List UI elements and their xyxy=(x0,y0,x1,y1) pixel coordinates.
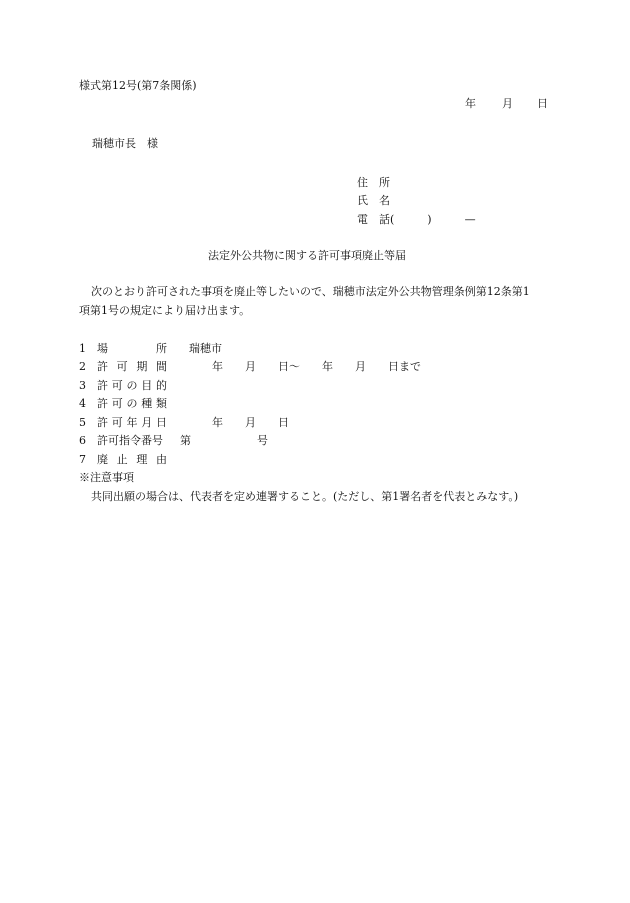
item-number: 6 xyxy=(79,434,86,447)
item-label: 許 可 の 目 的 xyxy=(97,379,167,392)
item-number: 3 xyxy=(79,379,86,392)
item-label: 許 可 の 種 類 xyxy=(97,397,167,410)
name-label: 氏 名 xyxy=(357,194,390,207)
item-value: 年 月 日～ 年 月 日まで xyxy=(212,360,421,373)
item-label: 許 可 年 月 日 xyxy=(97,416,167,429)
item-label: 場 所 xyxy=(97,342,167,355)
item-number: 1 xyxy=(79,342,86,355)
notes-heading: ※注意事項 xyxy=(79,471,134,484)
body-line-1: 次のとおり許可された事項を廃止等したいので、瑞穂市法定外公共物管理条例第12条第1 xyxy=(91,285,530,298)
form-number: 様式第12号(第7条関係) xyxy=(79,79,197,92)
body-line-2: 項第1号の規定により届け出ます。 xyxy=(79,304,251,317)
document-title: 法定外公共物に関する許可事項廃止等届 xyxy=(208,249,406,262)
addressee: 瑞穂市長 様 xyxy=(92,137,158,150)
item-value: 年 月 日 xyxy=(212,416,289,429)
item-label: 許可指令番号 xyxy=(97,434,163,447)
item-number: 2 xyxy=(79,360,86,373)
item-value: 第 号 xyxy=(180,434,268,447)
notes-text: 共同出願の場合は、代表者を定め連署すること。(ただし、第1署名者を代表とみなす。) xyxy=(91,490,519,503)
date-day: 日 xyxy=(537,97,548,110)
item-number: 7 xyxy=(79,453,86,466)
address-label: 住 所 xyxy=(357,176,390,189)
item-number: 4 xyxy=(79,397,86,410)
item-label: 許 可 期 間 xyxy=(97,360,167,373)
date-month: 月 xyxy=(502,97,513,110)
item-number: 5 xyxy=(79,416,86,429)
item-value: 瑞穂市 xyxy=(189,342,222,355)
item-label: 廃 止 理 由 xyxy=(97,453,167,466)
phone-label: 電 話( ) — xyxy=(357,213,476,226)
date-year: 年 xyxy=(465,97,476,110)
